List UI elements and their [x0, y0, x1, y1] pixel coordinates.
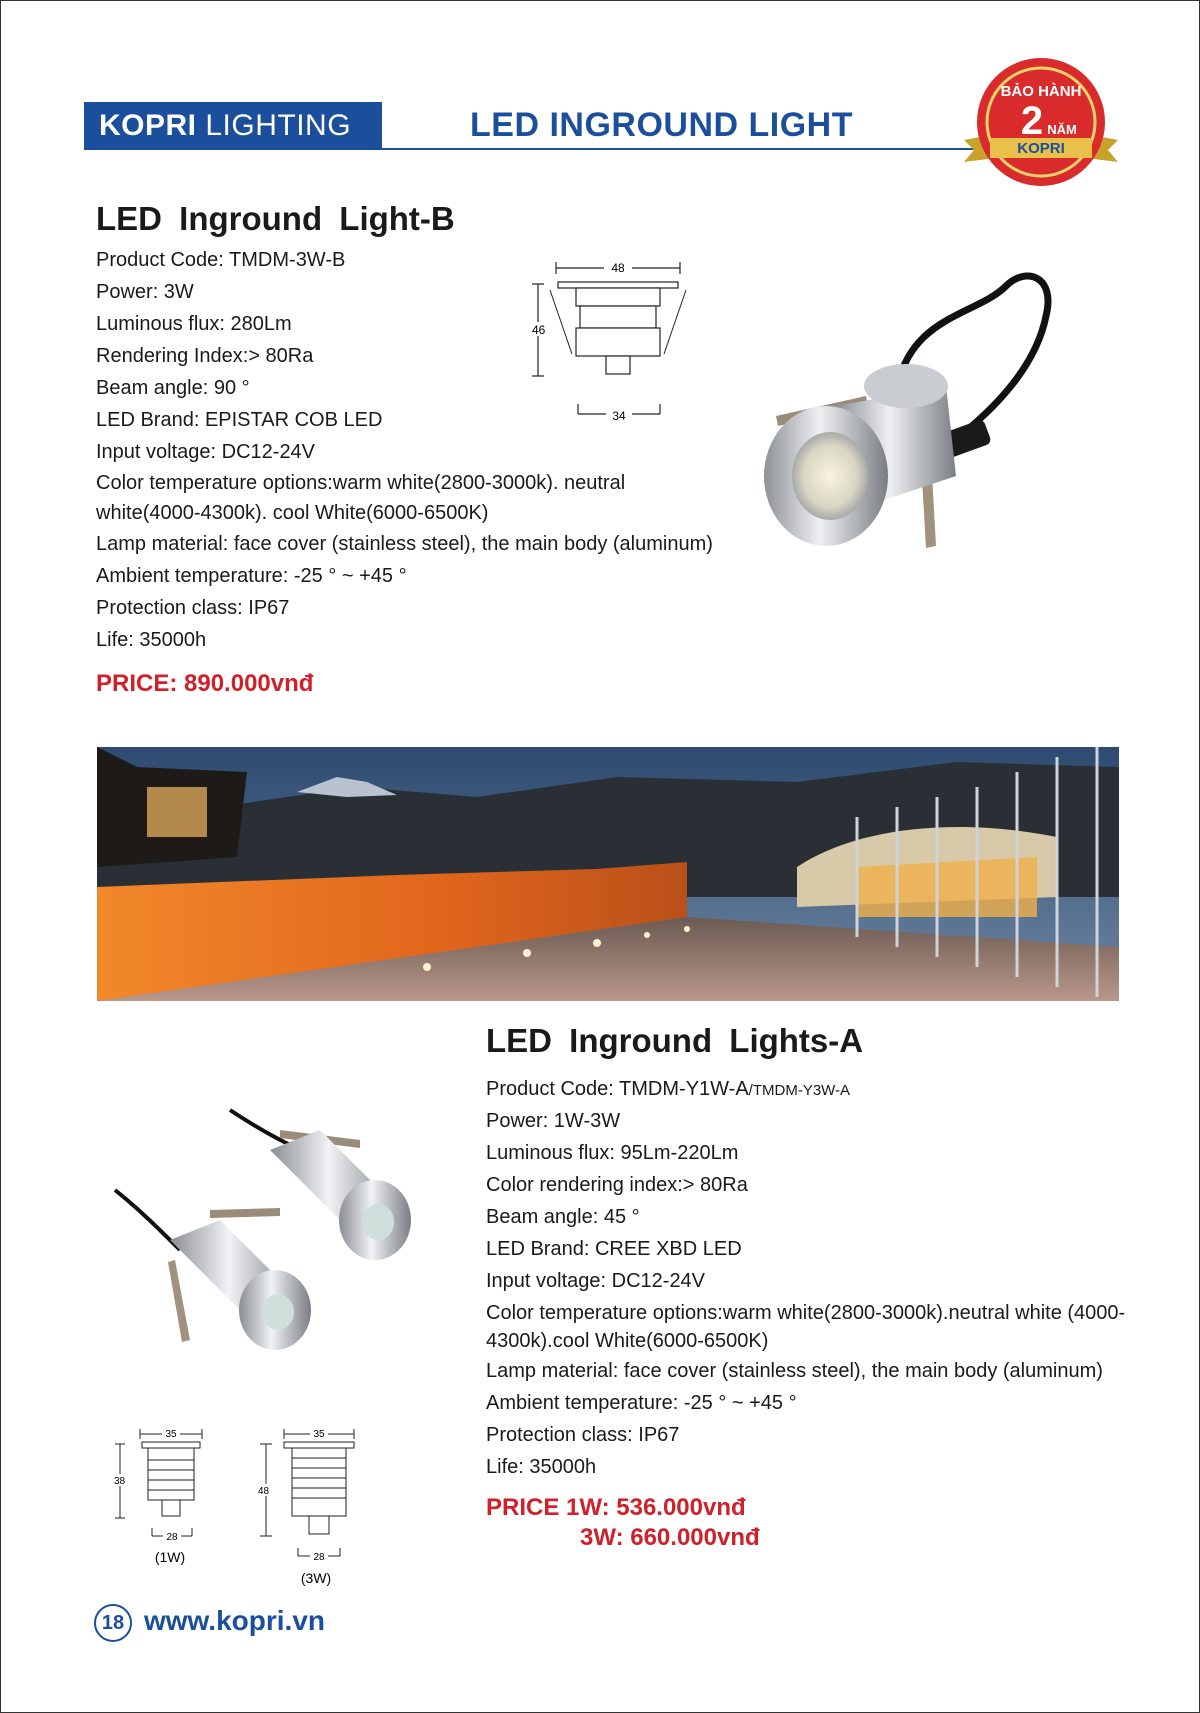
dim-side: 48	[258, 1486, 270, 1497]
spec-line: Input voltage: DC12-24V	[486, 1270, 706, 1292]
spec-line: Luminous flux: 95Lm-220Lm	[486, 1142, 739, 1164]
diagram-caption: (1W)	[154, 1549, 186, 1565]
spec-line: Life: 35000h	[96, 629, 207, 651]
dim-side: 46	[532, 323, 546, 337]
spec-line: Beam angle: 90 °	[96, 377, 250, 399]
spec-line: Protection class: IP67	[96, 597, 290, 619]
badge-logo: KOPRI	[1017, 140, 1065, 157]
dim-top: 35	[165, 1429, 177, 1440]
dim-bottom: 28	[313, 1552, 325, 1563]
spec-line: Luminous flux: 280Lm	[96, 313, 292, 335]
dim-bottom: 34	[612, 409, 626, 423]
product-code: Product Code: TMDM-Y1W-A	[486, 1078, 749, 1100]
dim-top: 48	[611, 261, 625, 275]
product-b-title: LED Inground Light-B	[96, 200, 455, 237]
product-a-price-1w: PRICE 1W: 536.000vnđ	[486, 1494, 746, 1521]
badge-number: 2	[1020, 99, 1044, 143]
document-title: LED INGROUND LIGHT	[470, 106, 853, 144]
product-b-price: PRICE: 890.000vnđ	[96, 670, 314, 697]
product-b-dimension-drawing	[528, 258, 698, 430]
product-a-photo	[110, 1100, 440, 1400]
spec-line: Life: 35000h	[486, 1456, 597, 1478]
dim-side: 38	[114, 1476, 126, 1487]
page-number: 18	[94, 1604, 132, 1642]
spec-line: Input voltage: DC12-24V	[96, 441, 316, 463]
dim-top: 35	[313, 1429, 325, 1440]
badge-text-top: BẢO HÀNH	[1000, 83, 1082, 100]
product-a-specs	[486, 1073, 1126, 1483]
spec-line: Lamp material: face cover (stainless steel), the main body (aluminum)	[96, 533, 713, 555]
product-code-alt: /TMDM-Y3W-A	[748, 1082, 851, 1099]
spec-line: Lamp material: face cover (stainless steel), the main body (aluminum)	[486, 1360, 1103, 1382]
product-a-price-3w: 3W: 660.000vnđ	[580, 1524, 760, 1551]
product-a-diagram-1w	[110, 1424, 220, 1569]
spec-line: Ambient temperature: -25 ° ~ +45 °	[96, 565, 407, 587]
installation-photo	[97, 747, 1119, 1001]
warranty-badge	[962, 54, 1120, 194]
header-rule	[84, 148, 976, 150]
spec-line: Power: 1W-3W	[486, 1110, 621, 1132]
spec-line: LED Brand: CREE XBD LED	[486, 1238, 742, 1260]
brand-logo: KOPRI LIGHTING	[84, 102, 382, 149]
website-link[interactable]: www.kopri.vn	[144, 1605, 325, 1636]
diagram-caption: (3W)	[300, 1570, 332, 1586]
spec-line: Beam angle: 45 °	[486, 1206, 640, 1228]
spec-line: Protection class: IP67	[486, 1424, 680, 1446]
spec-line: Power: 3W	[96, 281, 194, 303]
spec-color-temperature: Color temperature options:warm white(2800-3000k). neutral white(4000-4300k). cool White(6000-6500K)	[96, 472, 626, 524]
spec-line: Product Code: TMDM-3W-B	[96, 249, 346, 271]
dim-bottom: 28	[166, 1532, 178, 1543]
product-a-diagram-3w	[254, 1424, 364, 1589]
spec-line: Ambient temperature: -25 ° ~ +45 °	[486, 1392, 797, 1414]
badge-unit: NĂM	[1047, 122, 1077, 137]
spec-line: LED Brand: EPISTAR COB LED	[96, 409, 383, 431]
product-b-photo	[756, 256, 1096, 576]
product-a-title: LED Inground Lights-A	[486, 1022, 864, 1059]
spec-product-code	[486, 1073, 1126, 1105]
spec-color-temperature: Color temperature options:warm white(2800-3000k).neutral white (4000-4300k).cool White(6000-6500K)	[486, 1302, 1126, 1352]
spec-line: Rendering Index:> 80Ra	[96, 345, 314, 367]
spec-line: Color rendering index:> 80Ra	[486, 1174, 748, 1196]
